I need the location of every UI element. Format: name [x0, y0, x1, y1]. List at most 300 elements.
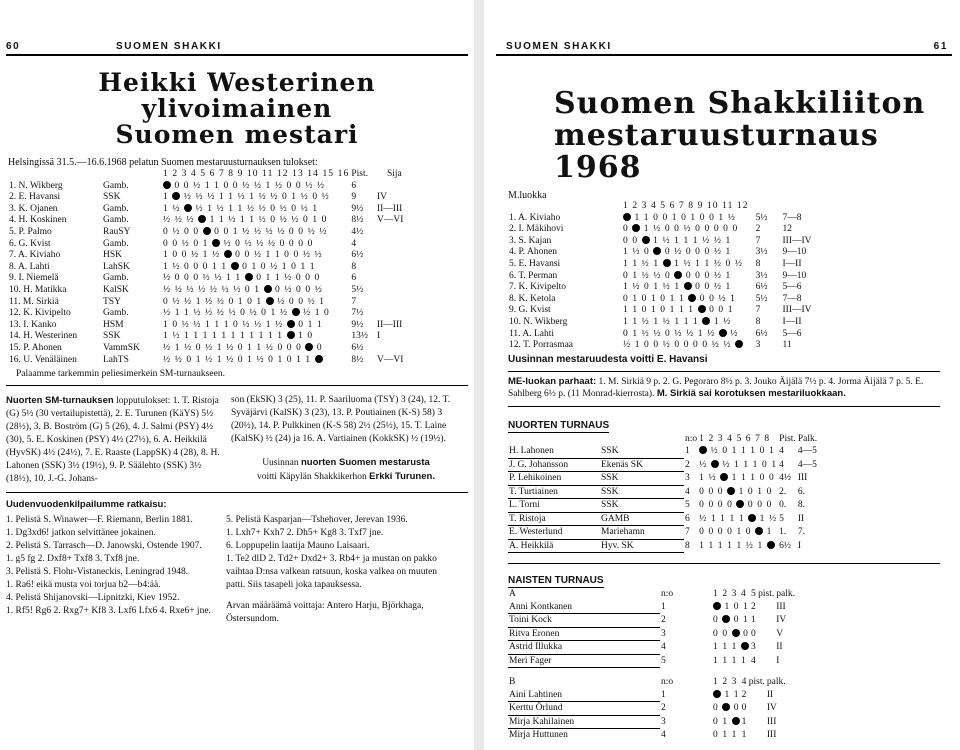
- youth-col-numbers: 1 2 3 4 5 6 7 8: [699, 433, 771, 444]
- divider: [508, 406, 940, 407]
- player-name: 12. T. Porrasmaa: [509, 340, 574, 351]
- women-a-row: [508, 654, 796, 668]
- score-row: 0 1 1: [713, 730, 738, 741]
- score-row: 1 ½ 1 1 1 0 0: [699, 473, 775, 484]
- player-name: Mirja Huttunen: [508, 729, 660, 742]
- women-tournament-title: NAISTEN TURNAUS: [508, 575, 604, 587]
- score-row: ½ ½ 1 1 1 0 1: [699, 459, 778, 470]
- score-row: 0 1 ½ ½ 0 ½ ½ 1 ½ ½: [623, 328, 739, 339]
- right-running-header: [496, 30, 952, 56]
- youth-text-1: lopputulokset: 1. T. Ristoja (G) 5½ (30 vertailupistettä), 2. E. Turunen (KäYS) 5½ (28½), 3. B. Boström (G) 5 (26), 4. J. Salmi (PSY) 4½ (30), 5. E. Koskinen (PSY) 4½ (27½), 6. A. Heikkilä (HyvSK) 4½ (24½), 7. E. Raaste (LappSK) 4 (28), 8. H. Lahonen (SSK) 3½ (19½), 9. P. Säälehto (SSK) 3½ (18½), 10. J.-G. Johans-: [6, 396, 220, 485]
- points: 8½: [351, 354, 364, 365]
- women-b-row: [508, 689, 787, 702]
- player-club: SSK: [103, 192, 121, 203]
- self-marker-icon: [315, 355, 323, 363]
- self-marker-icon: [699, 446, 707, 454]
- crosstable: [8, 169, 404, 366]
- player-name: 1. A. Kiviaho: [509, 212, 561, 223]
- player-name: P. Lehikoinen: [508, 472, 600, 486]
- points: 0.: [779, 500, 787, 511]
- self-marker-icon: [623, 213, 631, 221]
- solution-line: 6. Loppupelin laatija Mauno Laisaari.: [226, 541, 370, 552]
- player-name: Anni Kontkanen: [508, 601, 660, 614]
- place: II—III: [376, 319, 403, 330]
- points: 3½: [755, 247, 768, 258]
- self-marker-icon: [264, 285, 272, 293]
- score-row: 1 1 0 0 1 0 1 0 0 1 ½: [622, 213, 750, 225]
- left-running-header: [6, 30, 468, 56]
- player-name: 2. I. Mäkihovi: [509, 224, 564, 235]
- self-marker-icon: [305, 343, 313, 351]
- score-row: 0 ½ ½ 1 ½ ½ 0 1 0 1 ½ 0 0 ½ 1: [163, 296, 326, 307]
- place: I: [376, 331, 381, 342]
- women-b-col-numbers: 1 2 3: [713, 677, 738, 688]
- self-marker-icon: [287, 331, 295, 339]
- divider: [6, 492, 468, 493]
- youth-heading: Nuorten SM-turnauksen: [6, 395, 114, 407]
- right-headline: [554, 88, 960, 184]
- place: 8.: [797, 500, 805, 511]
- crosstable-col-numbers: 1 2 3 4 5 6 7 8 9 10 11 12 13 14 15 16: [163, 169, 350, 179]
- women-a-col-numbers: 1 2 3 4: [713, 589, 747, 600]
- self-marker-icon: [736, 500, 744, 508]
- player-club: Gamb.: [103, 308, 129, 319]
- score-row: 1 1 0 1 0 1 1 1 0 0 1: [623, 305, 734, 316]
- self-marker-icon: [702, 317, 710, 325]
- points: 6½: [755, 282, 768, 293]
- player-club: RauSY: [103, 226, 131, 237]
- self-marker-icon: [711, 460, 719, 468]
- crosstable-row: [8, 262, 404, 274]
- player-name: 6. T. Perman: [509, 270, 558, 281]
- m-class-row: [508, 271, 813, 283]
- points: 2: [750, 601, 756, 612]
- player-name: A. Heikkilä: [508, 539, 600, 553]
- divider: [6, 385, 468, 386]
- score-row: ½ 1 ½ 0 ½ 1 ½ 0 1 1 ½ 0 0 0 0: [163, 342, 323, 353]
- self-marker-icon: [748, 514, 756, 522]
- place: V—VI: [376, 354, 404, 365]
- player-name: 8. K. Ketola: [509, 293, 556, 304]
- self-marker-icon: [713, 602, 721, 610]
- solution-line: 1. Dg3xd6! jatkon selvittänee jokainen.: [6, 528, 156, 539]
- score-row: ½ 1 0 0 ½ 0 0 0 0 ½ ½: [622, 340, 750, 352]
- player-club: Gamb.: [103, 273, 129, 284]
- place: II: [797, 513, 805, 524]
- self-marker-icon: [698, 305, 706, 313]
- solution-line: 3. Pelistä S. Flohr-Vistaneckis, Leningrad 1948.: [6, 567, 189, 578]
- points: 6: [351, 273, 357, 284]
- score-row: 1 ½ ½ 1 ½ 1 1 ½ ½ 0 ½ 0 ½ 1: [163, 203, 319, 214]
- youth-results: [0, 394, 474, 486]
- place: IV: [766, 703, 777, 714]
- women-b-row: [508, 715, 787, 729]
- points: 5½: [351, 284, 364, 295]
- new-winner-bold: nuorten Suomen mestarusta: [300, 457, 430, 469]
- place: I: [776, 655, 780, 666]
- youth-col-points: Pist.: [779, 433, 796, 444]
- youth-row: [508, 526, 818, 540]
- player-name: T. Ristoja: [508, 512, 600, 526]
- place: III: [776, 601, 786, 612]
- player-name: L. Torni: [508, 499, 600, 513]
- place: [369, 273, 404, 285]
- player-name: 2. E. Havansi: [9, 192, 61, 203]
- self-marker-icon: [163, 181, 171, 189]
- crosstable-row: [8, 308, 404, 320]
- points: 7: [755, 235, 761, 246]
- new-winner: [231, 456, 461, 484]
- right-page: [484, 30, 960, 742]
- points: 5½: [755, 293, 768, 304]
- youth-col-place: Palk.: [797, 433, 818, 444]
- place: II—III: [376, 203, 403, 214]
- player-club: Gamb.: [103, 203, 129, 214]
- youth-row: [508, 445, 818, 458]
- player-no: 6: [685, 513, 690, 524]
- player-club: SSK: [600, 485, 684, 499]
- points: 7½: [351, 308, 364, 319]
- player-name: 16. U. Venäläinen: [9, 354, 77, 365]
- points: 7: [755, 305, 761, 316]
- player-club: SSK: [600, 499, 684, 513]
- player-name: 9. I. Niemelä: [9, 273, 59, 284]
- player-name: 1. N. Wikberg: [9, 180, 63, 191]
- left-headline: [0, 70, 474, 148]
- player-name: Ritva Eronen: [508, 627, 660, 641]
- self-marker-icon: [203, 227, 211, 235]
- player-name: Kerttu Örlund: [508, 702, 660, 716]
- player-name: J. G. Johansson: [508, 458, 600, 472]
- player-name: 10. N. Wikberg: [509, 316, 568, 327]
- player-no: 5: [661, 655, 666, 666]
- points: 6½: [351, 342, 364, 353]
- m-class-winner: Uusinnan mestaruudesta voitti E. Havansi: [508, 353, 708, 365]
- solution-line: 1. Te2 dlD 2. Td2+ Dxd2+ 3. Rb4+ ja mustan on pakko vaihtaa D:nsa valkean ratsuun, koska valkea on muuten patti. Siis tasapeli joka tapauksessa.: [226, 554, 438, 591]
- player-club: Mariehamn: [600, 526, 684, 540]
- place: [369, 343, 404, 355]
- self-marker-icon: [292, 308, 300, 316]
- points: 5: [779, 513, 784, 524]
- score-row: 0 1 ½ ½ 0 0 0 0 ½ 1: [623, 270, 732, 281]
- player-club: SSK: [600, 445, 684, 458]
- points: 3: [750, 642, 756, 653]
- women-b-row: [508, 702, 787, 716]
- player-club: Ekenäs SK: [600, 458, 684, 472]
- score-row: ½ ½ ½ ½ ½ ½ ½ 0 1 0 ½ 0 0 ½: [163, 284, 323, 295]
- place: 4—5: [797, 446, 817, 457]
- points: 2: [741, 689, 747, 700]
- points: 2: [755, 224, 761, 235]
- place: II: [776, 642, 783, 653]
- score-row: 1 1 1 1 1 ½ 1: [698, 539, 778, 553]
- player-name: 7. K. Kivipelto: [509, 282, 566, 293]
- youth-row: [508, 472, 818, 486]
- place: III: [766, 716, 777, 727]
- score-row: 0 0 0 0 1 0 1: [699, 527, 773, 538]
- score-row: 0 0 0 1 0 1 0: [699, 486, 773, 497]
- crosstable-row: [8, 250, 404, 262]
- place: III—IV: [782, 305, 812, 316]
- women-group-a-label: A: [509, 589, 516, 600]
- self-marker-icon: [735, 340, 743, 348]
- player-name: Astrid Illukka: [508, 641, 660, 655]
- points: 4: [779, 446, 784, 457]
- score-row: 1 ½ 0 0 ½ 0 0 0 ½ 1: [623, 247, 732, 258]
- place: 11: [782, 340, 792, 351]
- place: 4—5: [797, 459, 817, 470]
- youth-row: [508, 485, 818, 499]
- problems-col1: [0, 514, 220, 626]
- place: [369, 297, 404, 309]
- m-class-row: [508, 224, 813, 236]
- player-name: E. Westerlund: [508, 526, 600, 540]
- self-marker-icon: [212, 239, 220, 247]
- points: 2.: [779, 486, 787, 497]
- player-no: 2: [661, 703, 666, 714]
- player-name: 10. H. Matikka: [9, 284, 67, 295]
- place: III—IV: [782, 235, 812, 246]
- self-marker-icon: [732, 717, 740, 725]
- m-class-row: [508, 282, 813, 294]
- player-no: 2: [685, 459, 690, 470]
- self-marker-icon: [684, 282, 692, 290]
- points: 9½: [351, 203, 364, 214]
- points: 13½: [351, 331, 368, 342]
- m-class-section: [508, 190, 960, 365]
- player-name: 12. K. Kivipelto: [9, 308, 71, 319]
- player-name: 5. P. Palmo: [9, 226, 52, 237]
- youth-row: [508, 499, 818, 513]
- divider: [508, 371, 940, 372]
- self-marker-icon: [741, 642, 749, 650]
- points: 0: [750, 628, 756, 639]
- player-club: GAMB: [600, 512, 684, 526]
- player-club: LahSK: [103, 261, 130, 272]
- points: 0: [741, 703, 747, 714]
- crosstable-row: [8, 355, 404, 367]
- self-marker-icon: [198, 215, 206, 223]
- m-class-col-numbers: 1 2 3 4 5 6 7 8 9 10 11 12: [623, 201, 749, 211]
- self-marker-icon: [632, 224, 640, 232]
- women-a-table: [508, 588, 796, 668]
- points: 8: [755, 258, 761, 269]
- score-row: 0 0: [713, 703, 740, 714]
- score-row: 1 1 ½ 1 1 ½ 1 1 ½ 0 ½: [623, 258, 744, 269]
- youth-text-2: son (EkSK) 3 (25), 11. P. Saariluoma (TSY) 3 (24), 12. T. Syväjärvi (KalSK) 3 (23), 13. P. Poutiainen (K-S) 58) 3 (20½), 14. P. Pulkkinen (K-S 58) 2½ (25½), 15. T. Laine (KalSK) ½ (24) ja 16. A. Vartiainen (KokkSK) ½ (19½).: [231, 395, 451, 445]
- m-class-table: [508, 201, 813, 352]
- solution-line: 2. Pelistä S. Tarrasch—D. Janowski, Ostende 1907.: [6, 541, 202, 552]
- player-club: Gamb.: [103, 180, 129, 191]
- score-row: 1 ½ 0 1 ½ 1 0 0 ½ 1: [623, 282, 732, 293]
- me-class-results: [508, 376, 928, 400]
- self-marker-icon: [688, 294, 696, 302]
- score-row: 0 0 0 0 0 0 0: [699, 500, 773, 511]
- crosstable-header: [8, 169, 404, 181]
- m-class-row: [508, 305, 813, 317]
- place: III: [766, 730, 777, 741]
- player-no: 3: [661, 628, 666, 639]
- m-class-row: [508, 259, 813, 271]
- women-a-col-points: 5 pist.: [750, 589, 775, 600]
- right-page-number: 61: [933, 41, 948, 52]
- self-marker-icon: [172, 192, 180, 200]
- divider: [508, 563, 940, 564]
- player-name: Aini Lahtinen: [508, 689, 660, 702]
- results-intro: Helsingissä 31.5.—16.6.1968 pelatun Suomen mestaruusturnauksen tulokset:: [8, 157, 318, 168]
- self-marker-icon: [720, 473, 728, 481]
- points: 1: [741, 730, 747, 741]
- score-row: 1 1 ½ 1 ½ 1 1 1 1 ½: [623, 316, 732, 327]
- solution-line: 5. Pelistä Kasparjan—Tshehover, Jerevan 1936.: [226, 515, 408, 526]
- player-name: 15. P. Ahonen: [9, 342, 62, 353]
- solution-line: [226, 592, 458, 600]
- player-name: 11. M. Sirkiä: [9, 296, 59, 307]
- score-row: 0 1 ½ 0 0 ½ 0 0 0 0 0: [623, 224, 739, 235]
- points: 7: [351, 296, 357, 307]
- women-group-b-label: B: [509, 677, 516, 688]
- score-row: 0 0 0: [713, 628, 749, 639]
- new-winner-text1: Uusinnan: [262, 458, 299, 469]
- player-no: 5: [685, 500, 690, 511]
- place: 12: [782, 224, 792, 235]
- self-marker-icon: [642, 236, 650, 244]
- crosstable-row: [8, 215, 404, 227]
- player-club: VammSK: [103, 342, 140, 353]
- crosstable-row: [8, 297, 404, 309]
- score-row: ½ ½ 0 1 ½ 1 ½ 0 1 ½ 0 1 0 1 1: [162, 355, 350, 367]
- solution-line: 1. Ra6! eikä musta voi torjua b2—b4:ää.: [6, 580, 161, 591]
- right-headline-line1: Suomen Shakkiliiton: [554, 86, 926, 121]
- player-name: 4. H. Koskinen: [9, 215, 67, 226]
- self-marker-icon: [231, 262, 239, 270]
- crosstable-row: [8, 181, 404, 193]
- left-headline-line2: Suomen mestari: [115, 120, 359, 149]
- place: [369, 308, 404, 320]
- points: 6½: [755, 328, 768, 339]
- player-name: 3. S. Kajan: [509, 235, 552, 246]
- m-class-row: [508, 317, 813, 329]
- women-b-col-place: palk.: [766, 677, 786, 688]
- points: 6½: [351, 250, 364, 261]
- player-name: Meri Fager: [508, 654, 660, 668]
- crosstable-row: [8, 320, 404, 332]
- place: 9—10: [782, 270, 807, 281]
- place: 6.: [797, 486, 805, 497]
- points: 3: [755, 340, 761, 351]
- place: IV: [376, 192, 387, 203]
- self-marker-icon: [722, 615, 730, 623]
- score-row: 1 1: [712, 689, 741, 702]
- self-marker-icon: [732, 629, 740, 637]
- left-page: [0, 30, 474, 742]
- score-row: 0 ½ 0 0 0 0 1 ½ ½ ½ ½ 0 0 ½ ½: [163, 226, 328, 237]
- player-no: 1: [661, 601, 666, 612]
- score-row: 1 ½ 0 0 0 1 1 0 1 0 ½ 1 0 1 1: [163, 261, 316, 272]
- player-club: LahTS: [103, 354, 129, 365]
- youth-table-header: [508, 433, 818, 446]
- me-class-label: ME-luokan parhaat:: [508, 375, 597, 387]
- player-name: H. Lahonen: [508, 445, 600, 458]
- score-row: 1 0 ½ ½ 1 1 1 0 ½ ½ 1 ½ 0 1 1: [163, 319, 323, 330]
- crosstable-row: [8, 343, 404, 355]
- m-class-row: [508, 294, 813, 306]
- self-marker-icon: [722, 703, 730, 711]
- player-no: 4: [661, 642, 666, 653]
- new-winner-text2: voitti Käpylän Shakkikerhon: [257, 472, 367, 483]
- points: 8: [351, 261, 357, 272]
- place: 5—6: [782, 328, 802, 339]
- score-row: 1 0 1: [712, 601, 750, 614]
- score-row: 0 1 0 1 0 1 1 0 0 ½ 1: [623, 293, 736, 304]
- player-club: HSK: [103, 250, 123, 261]
- crosstable-row: [8, 227, 404, 239]
- youth-results-col2: [225, 394, 465, 486]
- player-club: HSM: [103, 319, 124, 330]
- self-marker-icon: [184, 204, 192, 212]
- place: [369, 262, 404, 274]
- place: I—II: [782, 316, 802, 327]
- player-no: 3: [661, 716, 666, 727]
- place: [369, 227, 404, 239]
- crosstable-row: [8, 204, 404, 216]
- player-no: 8: [685, 540, 690, 551]
- solution-line: 1. Rf5! Rg6 2. Rxg7+ Kf8 3. Lxf6 Lfx6 4. Rxe6+ jne.: [6, 606, 211, 617]
- player-no: 1: [685, 446, 690, 457]
- self-marker-icon: [767, 541, 775, 549]
- player-club: SSK: [600, 472, 684, 486]
- player-club: Gamb.: [103, 215, 129, 226]
- left-page-number: 60: [6, 41, 21, 52]
- self-marker-icon: [713, 690, 721, 698]
- left-headline-line1: Heikki Westerinen ylivoimainen: [98, 68, 376, 123]
- problems-col2: [220, 514, 462, 626]
- points: 1: [741, 716, 747, 727]
- women-b-col-points: 4 pist.: [741, 677, 765, 688]
- me-class-promotion: M. Sirkiä sai korotuksen mestariluokkaan.: [656, 387, 846, 399]
- player-name: 5. E. Havansi: [509, 258, 561, 269]
- player-club: SSK: [103, 331, 121, 342]
- score-row: 0 0 ½ 1 1 0 0 ½ ½ 1 ½ 0 0 ½ ½: [162, 181, 350, 193]
- points: 6: [351, 180, 357, 191]
- women-a-row: [508, 627, 796, 641]
- place: 7—8: [782, 212, 802, 223]
- right-running-title: SUOMEN SHAKKI: [506, 41, 612, 52]
- score-row: ½ ½ ½ 1 1 ½ 1 1 ½ 0 ½ ½ 0 1 0: [163, 215, 328, 226]
- women-a-col-no: n:o: [661, 589, 674, 600]
- player-no: 4: [685, 486, 690, 497]
- points: 9: [351, 192, 357, 203]
- points: 4: [351, 238, 357, 249]
- youth-results-col1: [0, 394, 225, 486]
- player-no: 1: [661, 689, 666, 700]
- youth-tournament-title: NUORTEN TURNAUS: [508, 419, 610, 431]
- place: [369, 250, 404, 262]
- right-headline-line2: mestaruusturnaus 1968: [554, 118, 879, 185]
- crosstable-row: [8, 331, 404, 343]
- points: 6½: [779, 540, 792, 551]
- women-a-header: [508, 588, 796, 601]
- player-name: 9. G. Kvist: [509, 305, 551, 316]
- self-marker-icon: [653, 247, 661, 255]
- place: I: [797, 540, 801, 551]
- youth-row: [508, 458, 818, 472]
- youth-row: [508, 512, 818, 526]
- score-row: ½ 1 1 ½ ½ ½ ½ 0 ½ 0 1 ½ ½ 1 0: [163, 308, 330, 319]
- score-row: 1 0 0 ½ 1 ½ 0 0 ½ 1 1 0 0 ½ ½: [163, 250, 323, 261]
- women-a-row: [508, 601, 796, 614]
- me-class-text: 1. M. Sirkiä 9 p. 2. G. Pegoraro 8½ p. 3. Jouko Äijälä 7½ p. 4. Jorma Äijälä 7 p. 5. E. Sahlberg 6½ p. (11 Monrad-kierrosta).: [508, 376, 924, 399]
